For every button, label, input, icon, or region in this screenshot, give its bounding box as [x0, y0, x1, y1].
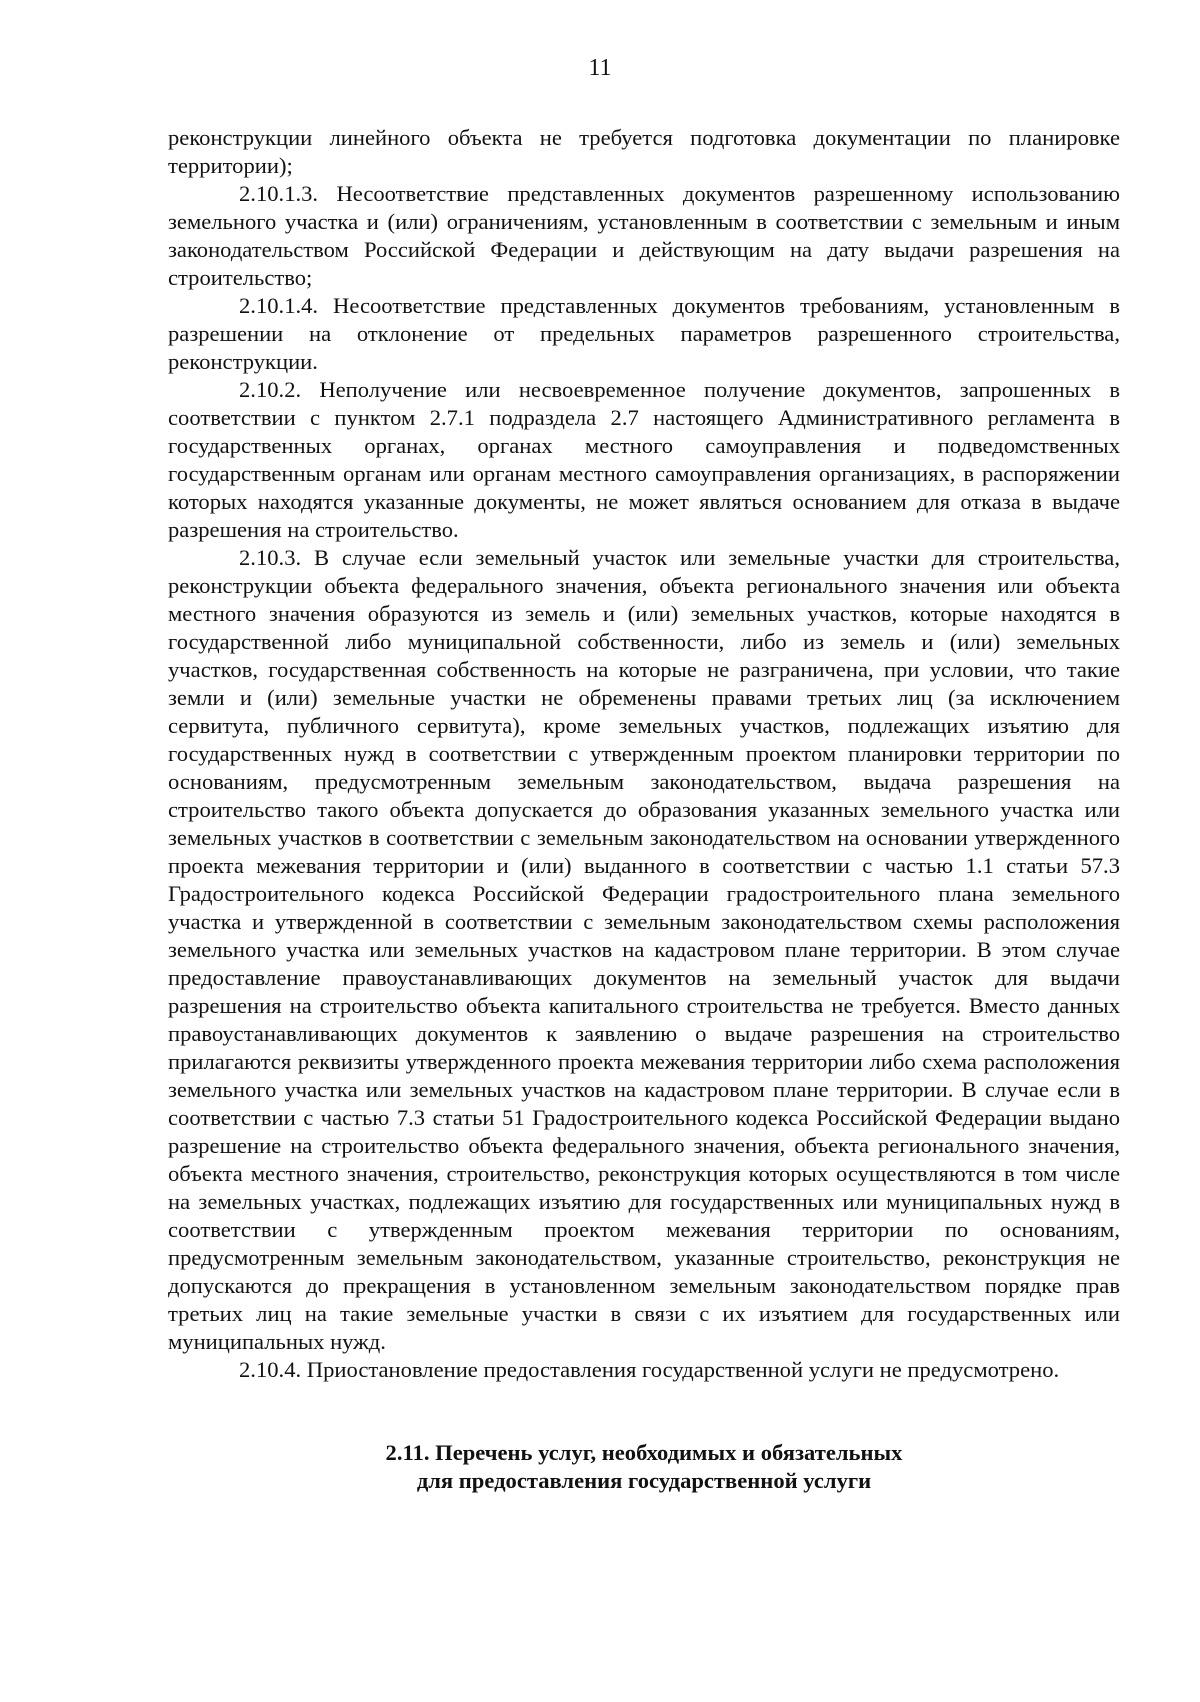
paragraph-2-10-4: 2.10.4. Приостановление предоставления государственной услуги не предусмотрено. — [239, 1357, 1060, 1382]
page-number: 11 — [588, 55, 612, 81]
paragraph-2-10-3: 2.10.3. В случае если земельный участок или земельные участки для строительства, реконструкции объекта федерального значения, объекта регионального значения или объекта местного значения образуются из земель и (или) земельных участков, которые находятся в государственной либо муниципальной собственности, либо из земель и (или) земельных участков, государственная собственность на которые не разграничена, при условии, что такие земли и (или) земельные участки не обременены правами третьих лиц (за исключением сервитута, публичного сервитута), кроме земельных участков, подлежащих изъятию для государственных нужд в соответствии с утвержденным проектом планировки территории по основаниям, предусмотренным земельным законодательством, выдача разрешения на строительство такого объекта допускается до образования указанных земельного участка или земельных участков в соответствии с земельным законодательством на основании утвержденного проекта межевания территории и (или) выданного в соответствии с частью 1.1 статьи 57.3 Градостроительного кодекса Российской Федерации градостроительного плана земельного участка и утвержденной в соответствии с земельным законодательством схемы расположения земельного участка или земельных участков на кадастровом плане территории. В этом случае предоставление правоустанавливающих документов на земельный участок для выдачи разрешения на строительство объекта капитального строительства не требуется. Вместо данных правоустанавливающих документов к заявлению о выдаче разрешения на строительство прилагаются реквизиты утвержденного проекта межевания территории либо схема расположения земельного участка или земельных участков на кадастровом плане территории. В случае если в соответствии с частью 7.3 статьи 51 Градостроительного кодекса Российской Федерации выдано разрешение на строительство объекта федерального значения, объекта регионального значения, объекта местного значения, строительство, реконструкция которых осуществляются в том числе на земельных участках, подлежащих изъятию для государственных или муниципальных нужд в соответствии с утвержденным проектом межевания территории по основаниям, предусмотренным земельным законодательством, указанные строительство, реконструкция не допускаются до прекращения в установленном земельным законодательством порядке прав третьих лиц на такие земельные участки в связи с их изъятием для государственных или муниципальных нужд. — [168, 545, 1120, 1354]
paragraph-2-10-1-4: 2.10.1.4. Несоответствие представленных документов требованиям, установленным в разрешении на отклонение от предельных параметров разрешенного строительства, реконструкции. — [168, 293, 1120, 374]
document-body — [168, 124, 1120, 1495]
section-heading-2-11 — [168, 1439, 1120, 1495]
paragraph-2-10-1-3: 2.10.1.3. Несоответствие представленных документов разрешенному использованию земельного участка и (или) ограничениям, установленным в соответствии с земельным и иным законодательством Российской Федерации и действующим на дату выдачи разрешения на строительство; — [168, 181, 1120, 290]
section-heading-line-1: 2.11. Перечень услуг, необходимых и обязательных — [385, 1440, 903, 1465]
paragraph-2-10-2: 2.10.2. Неполучение или несвоевременное получение документов, запрошенных в соответствии с пунктом 2.7.1 подраздела 2.7 настоящего Административного регламента в государственных органах, органах местного самоуправления и подведомственных государственным органам или органам местного самоуправления организациях, в распоряжении которых находятся указанные документы, не может являться основанием для отказа в выдаче разрешения на строительство. — [168, 377, 1120, 542]
paragraph-continuation: реконструкции линейного объекта не требуется подготовка документации по планировке территории); — [168, 125, 1120, 178]
section-heading-line-2: для предоставления государственной услуги — [416, 1468, 872, 1493]
